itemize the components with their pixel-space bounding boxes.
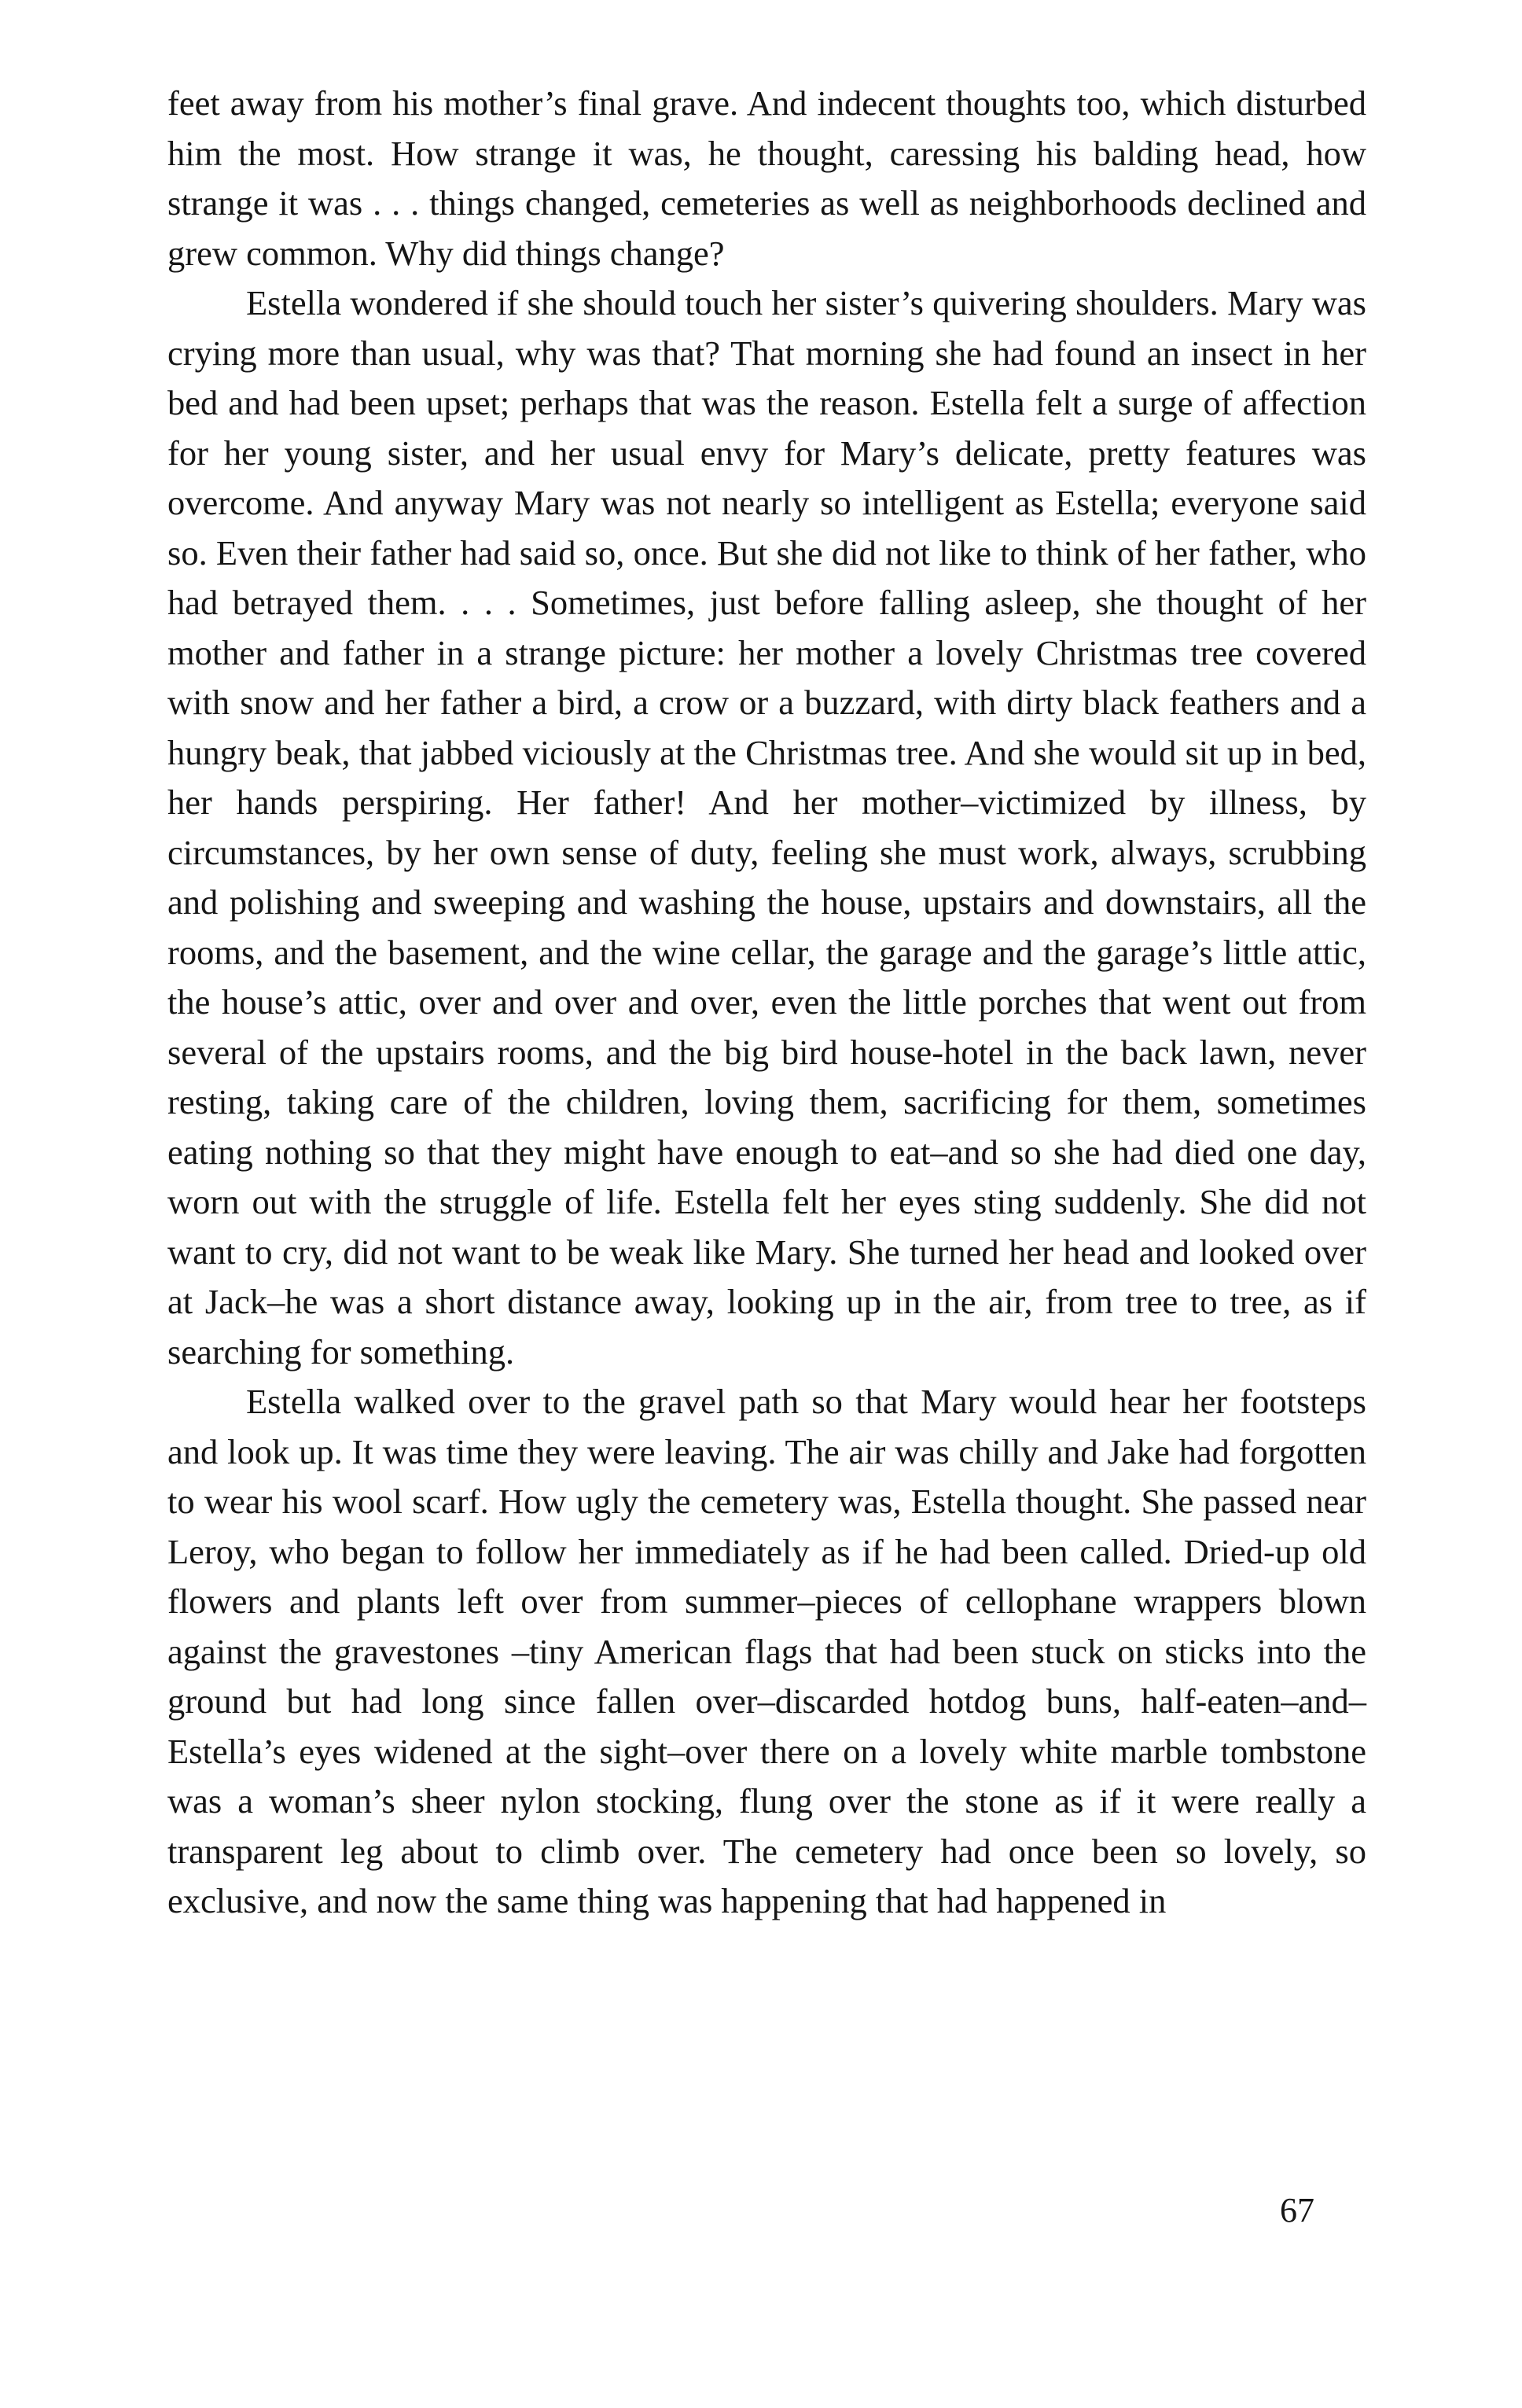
paragraph-estella-walked: Estella walked over to the gravel path so that Mary would hear her footsteps and look up. It was time they were leaving. The air was chilly and Jake had forgotten to wear his wool scarf. How ugly the cemetery was, Estella thought. She passed near Leroy, who began to follow her immediately as if he had been called. Dried-up old flowers and plants left over from summer–pieces of cellophane wrappers blown against the gravestones –tiny American flags that had been stuck on sticks into the ground but had long since fallen over–discarded hotdog buns, half-eaten–and–Estella’s eyes widened at the sight–over there on a lovely white marble tombstone was a woman’s sheer nylon stocking, flung over the stone as if it were really a transparent leg about to climb over. The cemetery had once been so lovely, so exclusive, and now the same thing was happening that had happened in	[167, 1382, 1366, 1920]
page-number: 67	[1280, 2191, 1314, 2229]
paragraph-estella-wondered: Estella wondered if she should touch her sister’s quivering shoulders. Mary was crying more than usual, why was that? That morning she had found an insect in her bed and had been upset; perhaps that was the reason. Estella felt a surge of affection for her young sister, and her usual envy for Mary’s delicate, pretty features was overcome. And anyway Mary was not nearly so intelligent as Estella; everyone said so. Even their father had said so, once. But she did not like to think of her father, who had betrayed them. . . . Sometimes, just before falling asleep, she thought of her mother and father in a strange picture: her mother a lovely Christmas tree covered with snow and her father a bird, a crow or a buzzard, with dirty black feathers and a hungry beak, that jabbed viciously at the Christmas tree. And she would sit up in bed, her hands perspiring. Her father! And her mother–victimized by illness, by circumstances, by her own sense of duty, feeling she must work, always, scrubbing and polishing and sweeping and washing the house, upstairs and downstairs, all the rooms, and the basement, and the wine cellar, the garage and the garage’s little attic, the house’s attic, over and over and over, even the little porches that went out from several of the upstairs rooms, and the big bird house-hotel in the back lawn, never resting, taking care of the children, loving them, sacrificing for them, sometimes eating nothing so that they might have enough to eat–and so she had died one day, worn out with the struggle of life. Estella felt her eyes sting suddenly. She did not want to cry, did not want to be weak like Mary. She turned her head and looked over at Jack–he was a short distance away, looking up in the air, from tree to tree, as if searching for something.	[167, 283, 1366, 1372]
body-text	[167, 79, 1366, 1927]
paragraph-continuation: feet away from his mother’s final grave. And indecent thoughts too, which disturbed him the most. How strange it was, he thought, caressing his balding head, how strange it was . . . things changed, cemeteries as well as neighborhoods declined and grew common. Why did things change?	[167, 83, 1366, 273]
